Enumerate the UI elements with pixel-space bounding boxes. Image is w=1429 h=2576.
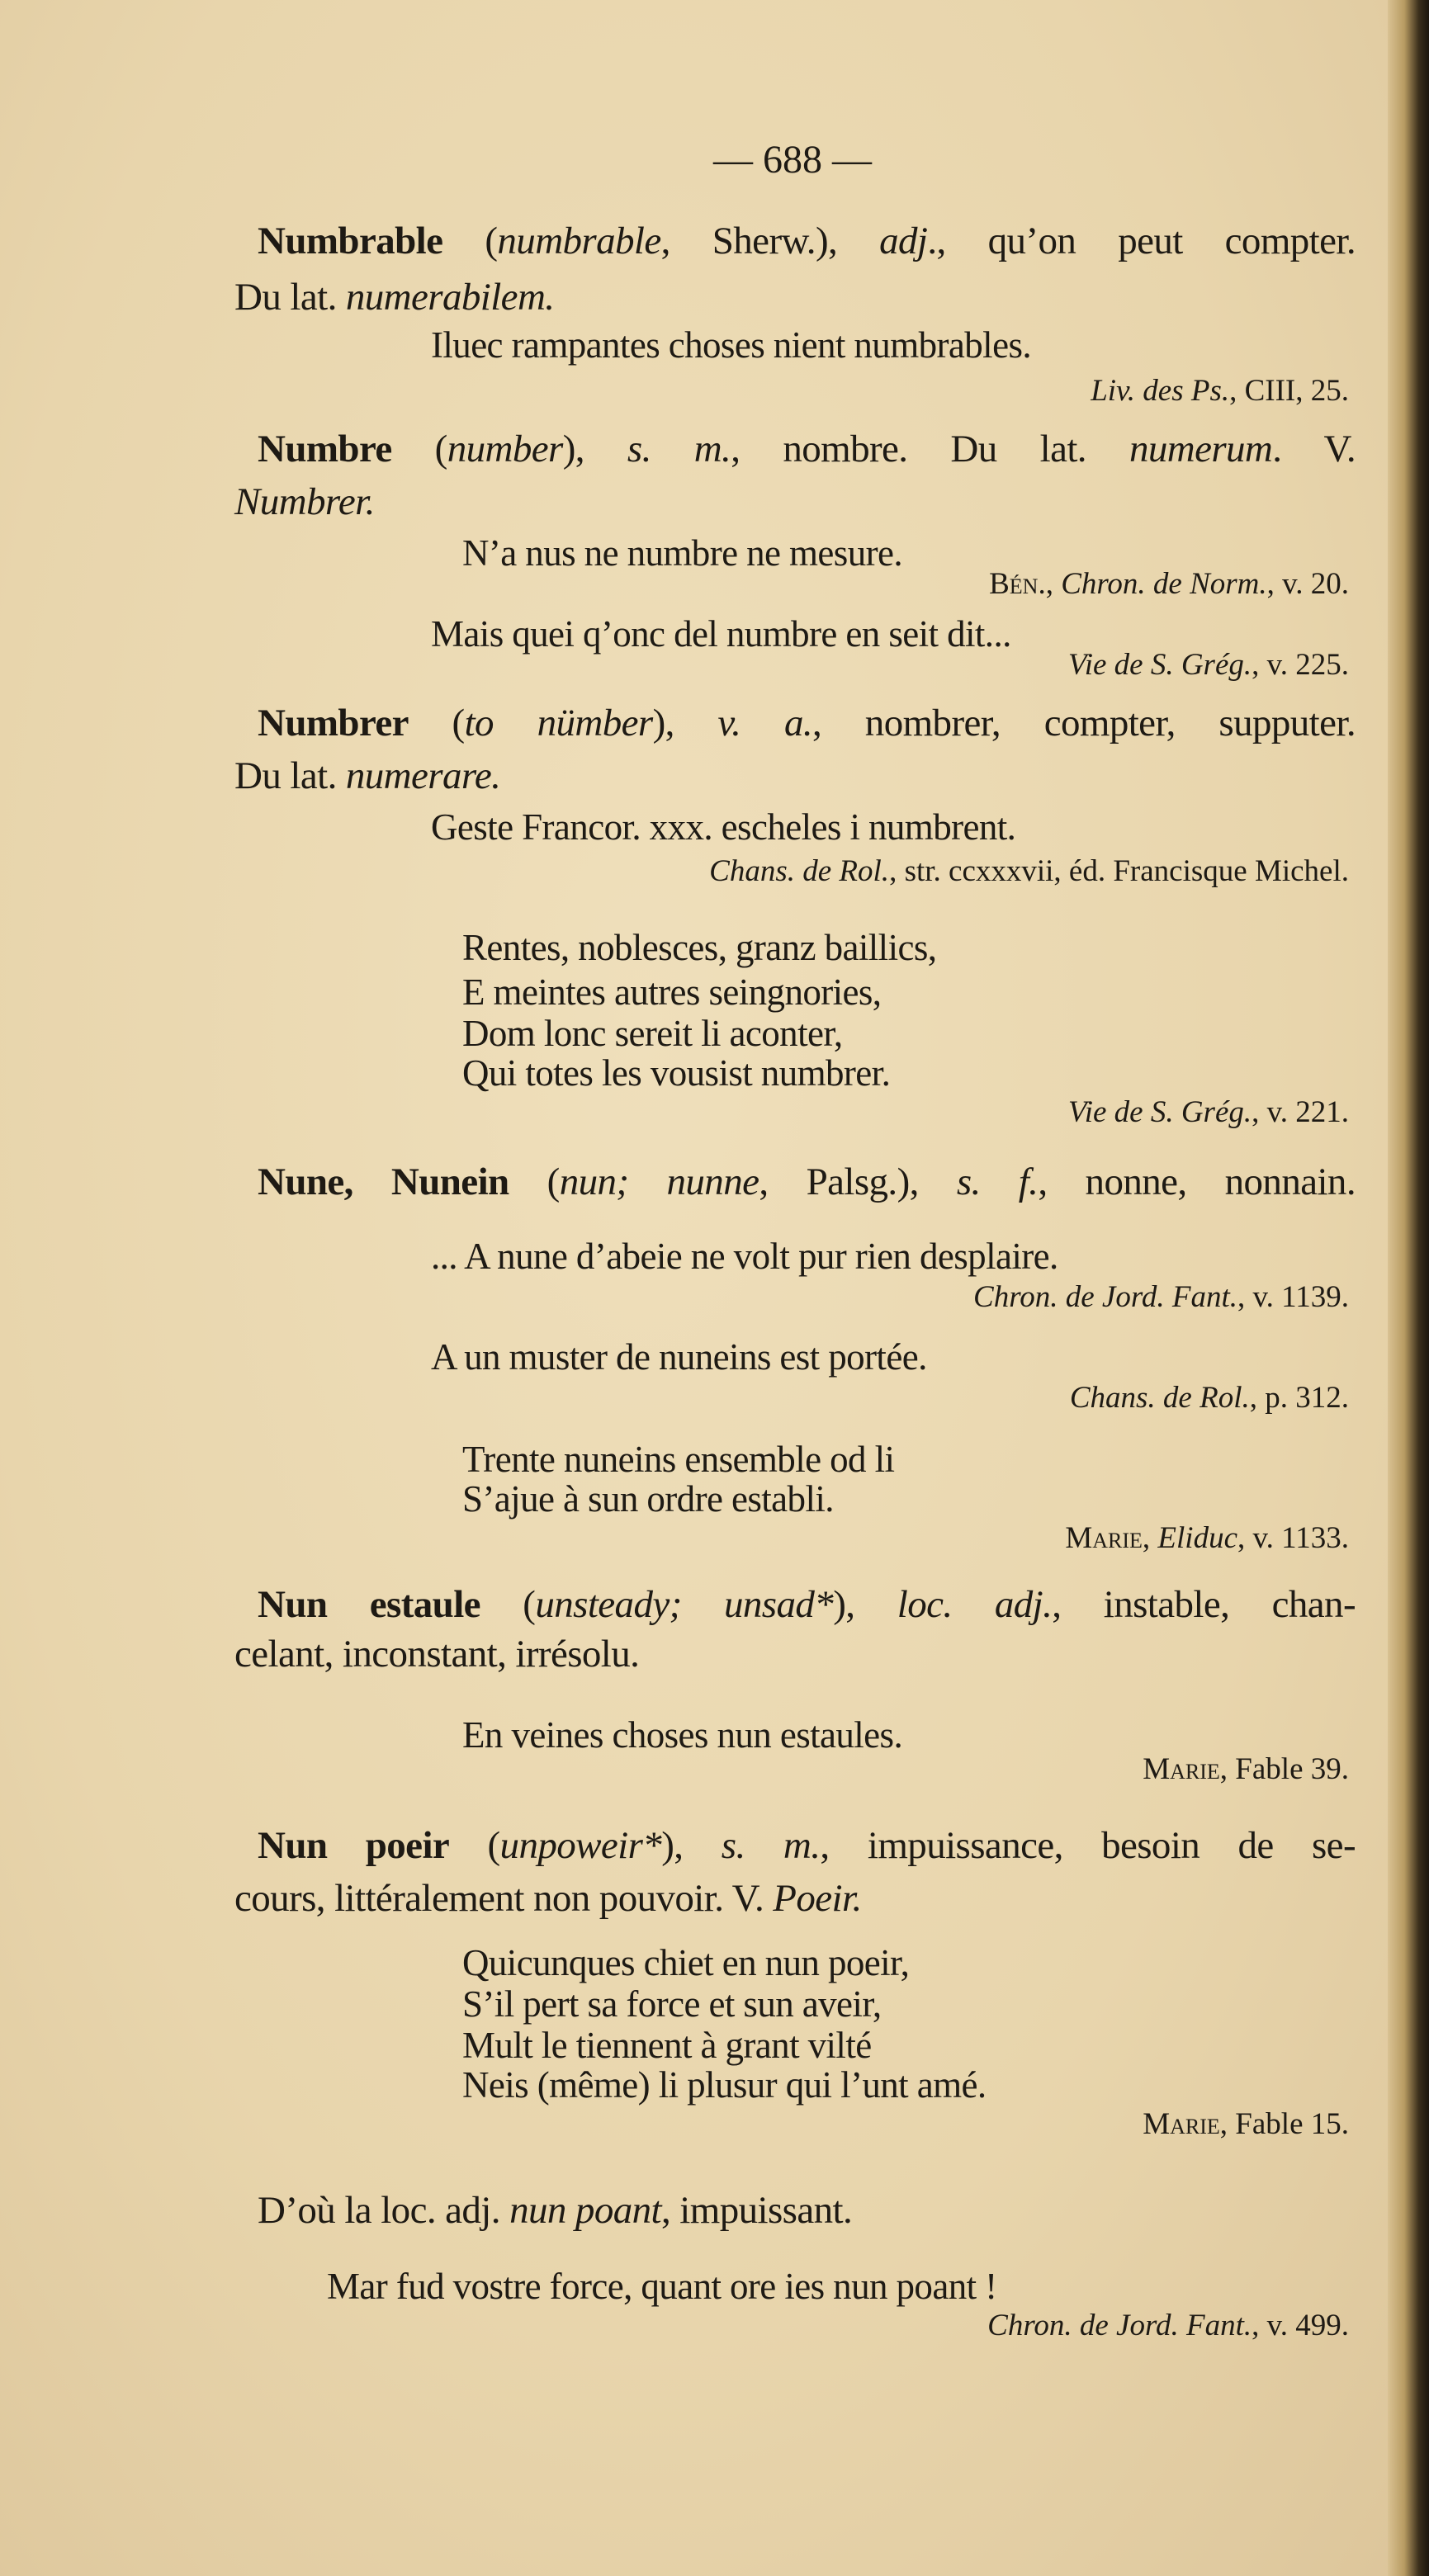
text: Neis (même) li plusur qui l’unt amé. [462, 2064, 987, 2106]
italic-text: v. a. [717, 702, 813, 744]
italic-text: numbrable [497, 220, 661, 262]
italic-text: numerabilem. [345, 276, 555, 319]
text: , Palsg.), [759, 1160, 957, 1203]
text: , nonne, nonnain. [1038, 1160, 1356, 1203]
text: Iluec rampantes choses nient numbrables. [431, 324, 1032, 366]
author-name: Bén. [989, 567, 1046, 601]
quotation-line [431, 802, 1015, 852]
headword: Numbrer [258, 702, 409, 744]
citation [495, 640, 1349, 690]
text: , p. 312. [1249, 1381, 1349, 1415]
text: E meintes autres seingnories, [462, 971, 882, 1013]
headword: Nun estaule [258, 1583, 480, 1626]
italic-text: Chron. de Norm. [1061, 567, 1267, 601]
page-number: — 688 — [713, 138, 872, 182]
text: cours, littéralement non pouvoir. V. [234, 1877, 774, 1920]
text: , [1142, 1521, 1158, 1555]
entry-line [234, 1874, 862, 1923]
italic-text: nun poant [509, 2189, 661, 2232]
text: ), [661, 1824, 722, 1867]
text: , impuissant. [660, 2189, 853, 2232]
text: Geste Francor. xxx. escheles i numbrent. [431, 806, 1016, 848]
italic-text: numerare. [345, 754, 501, 797]
text: ( [449, 1824, 500, 1867]
italic-text: s. m. [627, 428, 731, 470]
italic-text: Vie de S. Grég. [1067, 648, 1252, 682]
italic-text: nun; nunne [559, 1160, 759, 1203]
text: ., qu’on peut compter. [927, 220, 1356, 262]
text: , CIII, 25. [1229, 374, 1349, 408]
headword: Numbrable [258, 220, 443, 262]
entry-line [258, 1821, 1356, 1870]
italic-text: unsteady; unsad* [535, 1583, 834, 1626]
text: ), [833, 1583, 897, 1626]
entry-line [258, 1157, 1356, 1207]
headword: Nune, Nunein [258, 1160, 509, 1203]
italic-text: adj [879, 220, 928, 262]
text: ( [480, 1583, 536, 1626]
text: , instable, chan- [1052, 1583, 1356, 1626]
text: ), [652, 702, 718, 744]
entry-line [258, 216, 1356, 266]
text: , [1045, 567, 1062, 601]
text: S’il pert sa force et sun aveir, [462, 1983, 882, 2025]
text: , v. 1133. [1237, 1521, 1349, 1555]
citation [495, 2301, 1349, 2351]
text: Mais quei q’onc del numbre en seit dit... [431, 613, 1011, 655]
citation [495, 1745, 1349, 1794]
text: . V. [1272, 428, 1356, 470]
text: , v. 20. [1266, 567, 1349, 601]
text: , Fable 39. [1219, 1752, 1349, 1786]
italic-text: Vie de S. Grég. [1067, 1095, 1252, 1129]
quotation-line [431, 320, 1031, 370]
citation [495, 847, 1349, 896]
headword: Numbre [258, 428, 392, 470]
italic-text: to nümber [464, 702, 653, 744]
entry-line [234, 751, 500, 801]
citation [495, 560, 1349, 609]
text: Qui totes les vousist numbrer. [462, 1052, 891, 1094]
citation [495, 1373, 1349, 1423]
text: A un muster de nuneins est portée. [431, 1336, 927, 1378]
citation [495, 366, 1349, 416]
text: Du lat. [234, 276, 346, 319]
text: , v. 1139. [1237, 1280, 1349, 1314]
text: S’ajue à sun ordre establi. [462, 1478, 834, 1520]
text: , v. 221. [1252, 1095, 1349, 1129]
text: ( [391, 428, 447, 470]
text: Mar fud vostre force, quant ore ies nun poant ! [327, 2266, 997, 2307]
author-name: Marie [1065, 1521, 1143, 1555]
italic-text: Chans. de Rol. [1069, 1381, 1250, 1415]
text: ), [562, 428, 627, 470]
author-name: Marie [1143, 2107, 1220, 2141]
text: ... A nune d’abeie ne volt pur rien desplaire. [431, 1236, 1058, 1277]
citation [495, 1088, 1349, 1137]
text: Du lat. [234, 754, 346, 797]
text: D’où la loc. adj. [258, 2189, 510, 2232]
headword: Nun poeir [258, 1824, 450, 1867]
italic-text: Numbrer. [234, 480, 375, 523]
italic-text: Chans. de Rol. [709, 854, 890, 888]
entry-line [234, 272, 554, 322]
text: Trente nuneins ensemble od li [462, 1439, 895, 1480]
text: ( [442, 220, 498, 262]
text: celant, inconstant, irrésolu. [234, 1633, 640, 1676]
text: Quicunques chiet en nun poeir, [462, 1942, 910, 1983]
text: En veines choses nun estaules. [462, 1714, 903, 1756]
italic-text: numerum [1129, 428, 1273, 470]
italic-text: Chron. de Jord. Fant. [987, 2309, 1252, 2342]
text: ( [408, 702, 465, 744]
text: Mult le tiennent à grant vilté [462, 2025, 872, 2066]
entry-line [258, 2186, 852, 2235]
text: ( [509, 1160, 560, 1203]
citation [495, 1273, 1349, 1322]
text: , nombre. Du lat. [731, 428, 1129, 470]
italic-text: loc. adj. [897, 1583, 1053, 1626]
text: , v. 499. [1252, 2309, 1349, 2342]
text: , Fable 15. [1219, 2107, 1349, 2141]
text: , str. ccxxxvii, éd. Francisque Michel. [889, 854, 1349, 888]
italic-text: Liv. des Ps. [1091, 374, 1230, 408]
citation [495, 1514, 1349, 1563]
text: , impuissance, besoin de se- [820, 1824, 1356, 1867]
text: , nombrer, compter, supputer. [812, 702, 1356, 744]
text: N’a nus ne numbre ne mesure. [462, 532, 903, 574]
entry-line [234, 477, 375, 527]
quotation-line [462, 923, 936, 972]
italic-text: number [447, 428, 563, 470]
entry-line [258, 424, 1356, 474]
text: Dom lonc sereit li aconter, [462, 1013, 843, 1054]
italic-text: unpoweir* [499, 1824, 662, 1867]
italic-text: Eliduc [1157, 1521, 1238, 1555]
text: , Sherw.), [660, 220, 880, 262]
entry-line [258, 1580, 1356, 1629]
entry-line [234, 1629, 639, 1679]
author-name: Marie [1143, 1752, 1220, 1786]
entry-line [258, 698, 1356, 748]
italic-text: Poeir. [773, 1877, 862, 1920]
text: Rentes, noblesces, granz baillics, [462, 927, 937, 968]
book-binding-edge [1388, 0, 1429, 2576]
italic-text: s. f. [956, 1160, 1039, 1203]
text: , v. 225. [1252, 648, 1349, 682]
citation [495, 2100, 1349, 2149]
italic-text: Chron. de Jord. Fant. [973, 1280, 1238, 1314]
italic-text: s. m. [721, 1824, 821, 1867]
